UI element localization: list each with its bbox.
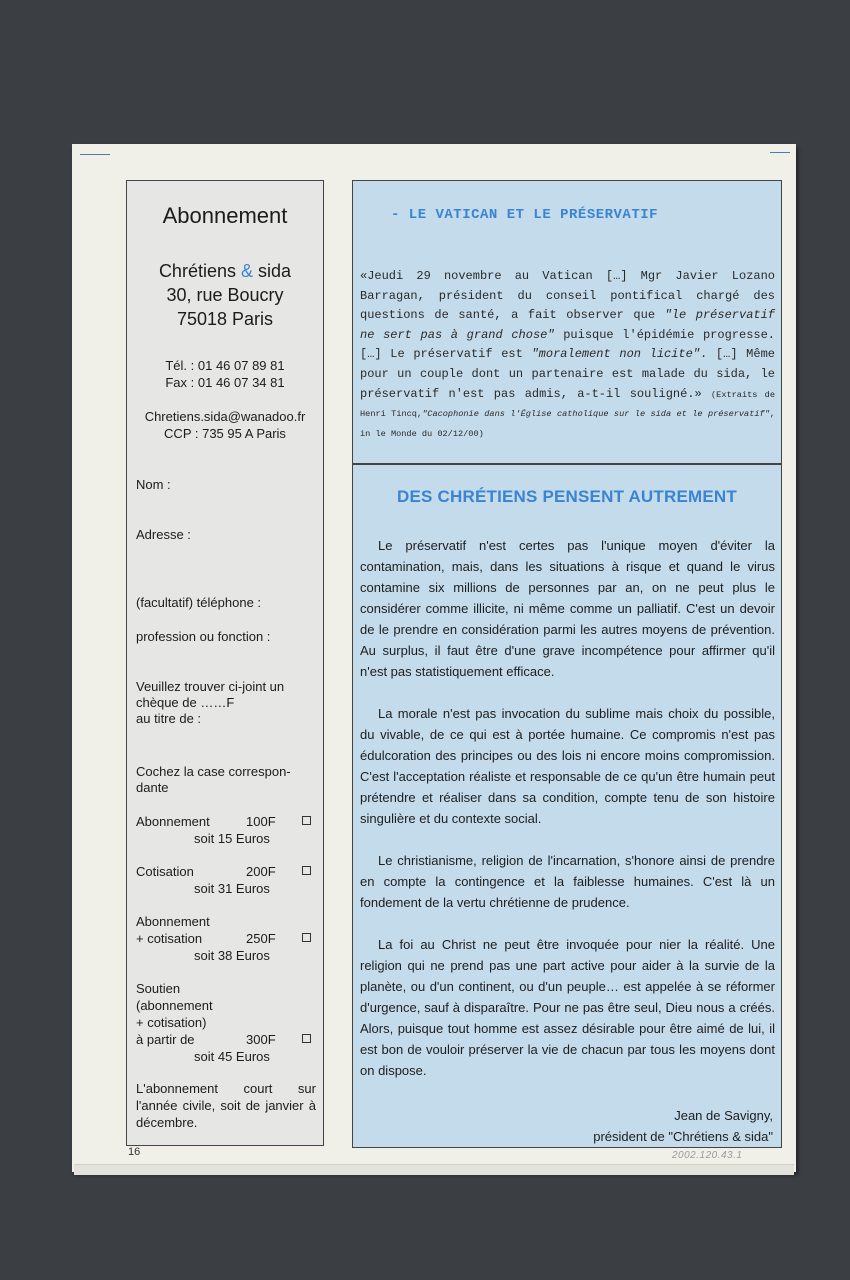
option-amount: 250F [246,931,276,946]
article-signature [593,1105,773,1147]
option-euros: soit 31 Euros [194,881,270,896]
option-label: Cotisation [136,864,194,879]
email-address: Chretiens.sida@wanadoo.fr [144,409,306,424]
org-name: Chrétiens [158,261,236,281]
subscription-note: L'abonnement court sur l'année civile, soit de janvier à décembre. [136,1081,316,1130]
cheque-line-2[interactable]: chèque de ……F [136,695,235,710]
option-checkbox[interactable] [302,1034,311,1043]
checkbox-instruction [136,764,291,796]
option-label-2: + cotisation [136,931,203,946]
cheque-line-3: au titre de : [136,711,202,726]
article-paragraph: La foi au Christ ne peut être invoquée pour nier la réalité. Une religion qui ne prend pas une part active pour aider à la survie de la planète, ou d'un continent, ou d'un peuple… est appelée à se réformer d'urgence, sauf à disparaître. Pour ne pas être seul, Dieu nous a créés. Alors, puisque tout homme est assez désirable pour être aimé de lui, il est bon de vouloir préserver la vie de chacun par tous les moyens dont on dispose. [360,937,775,1078]
vatican-quote: «Jeudi 29 novembre au Vatican […] Mgr Javier Lozano Barragan, président du conseil pontifical chargé des questions de santé, a fait observer que "le préservatif ne sert pas à grand chose" puisque l'épidémie progresse. […] Le préservatif est "moralement non licite". […] Même pour un couple dont un partenaire est malade du sida, le préservatif n'est pas admis, a-t-il souligné.» (Extraits de Henri Tincq,"Cacophonie dans l'Église catholique sur le sida et le préservatif", in le Monde du 02/12/00) [360,269,776,439]
field-adresse[interactable]: Adresse : [136,527,191,542]
contact-phone [127,357,323,391]
field-profession[interactable]: profession ou fonction : [136,629,271,644]
address-line-1: 30, rue Boucry [166,285,284,305]
option-label: Soutien [136,981,181,996]
option-amount: 200F [246,864,276,879]
cochez-line-2: dante [136,780,169,795]
contact-email [127,408,323,442]
article-paragraph: Le christianisme, religion de l'incarnation, s'honore ainsi de prendre en compte la contingence et la faiblesse humaines. C'est là un fondement de la vertu chrétienne de prudence. [360,853,775,910]
address-line-2: 75018 Paris [176,309,274,329]
magazine-page [72,144,796,1172]
option-amount: 100F [246,814,276,829]
option-euros: soit 15 Euros [194,831,270,846]
article-panel [352,464,782,1148]
option-label-4: à partir de [136,1032,195,1047]
option-checkbox[interactable] [302,816,311,825]
vatican-title: - LE VATICAN ET LE PRÉSERVATIF [391,207,659,223]
signature-role: président de "Chrétiens & sida" [593,1129,773,1144]
field-nom[interactable]: Nom : [136,477,171,492]
option-euros: soit 38 Euros [194,948,270,963]
article-paragraph: Le préservatif n'est certes pas l'unique moyen d'éviter la contamination, mais, dans les situations à risque et quand le virus contamine six millions de personnes par an, on ne peut plus le considérer comme illicite, ni même comme un palliatif. C'est un devoir de le prendre en considération parmi les autres moyens de prévention. Au surplus, il faut être d'une grave incompétence pour affirmer qu'il n'est pas statistiquement efficace. [360,538,775,679]
tel-number: Tél. : 01 46 07 89 81 [165,358,285,373]
option-label-2: (abonnement [136,998,213,1013]
vatican-quote-panel [352,180,782,464]
ccp-account: CCP : 735 95 A Paris [164,426,286,441]
cochez-line-1: Cochez la case correspon- [136,764,291,779]
option-euros: soit 45 Euros [194,1049,270,1064]
option-label-3: + cotisation) [136,1015,207,1030]
organization-address [127,259,323,331]
form-title: Abonnement [162,203,288,228]
article-title: DES CHRÉTIENS PENSENT AUTREMENT [397,487,737,506]
article-paragraph: La morale n'est pas invocation du sublime mais choix du possible, du vivable, de ce qui est à portée humaine. Ce compromis n'est pas édulcoration des principes ou des lois ni encore moins compromission. C'est l'acceptation réaliste et responsable de ce qu'un être humain peut prétendre et réaliser dans sa condition, compte tenu de son histoire singulière et du contexte social. [360,706,775,826]
cheque-instruction [136,679,284,727]
article-body [360,535,775,1102]
field-telephone[interactable]: (facultatif) téléphone : [136,595,262,610]
option-label: Abonnement [136,914,210,929]
decorative-rule [80,154,110,155]
decorative-rule [770,152,790,153]
option-amount: 300F [246,1032,276,1047]
subscription-form [126,180,324,1146]
quote-source: (Extraits de Henri Tincq,"Cacophonie dans l'Église catholique sur le sida et le préservatif", in le Monde du 02/12/00) [360,389,776,439]
page-edge [74,1164,794,1175]
org-name-2: sida [258,261,292,281]
signature-name: Jean de Savigny, [674,1108,773,1123]
page-number: 16 [128,1146,141,1158]
cheque-line-1: Veuillez trouver ci-joint un [136,679,285,694]
org-ampersand: & [241,261,254,281]
fax-number: Fax : 01 46 07 34 81 [165,375,285,390]
archive-mark: 2002.120.43.1 [672,1150,743,1161]
option-label: Abonnement [136,814,210,829]
option-checkbox[interactable] [302,866,311,875]
option-checkbox[interactable] [302,933,311,942]
